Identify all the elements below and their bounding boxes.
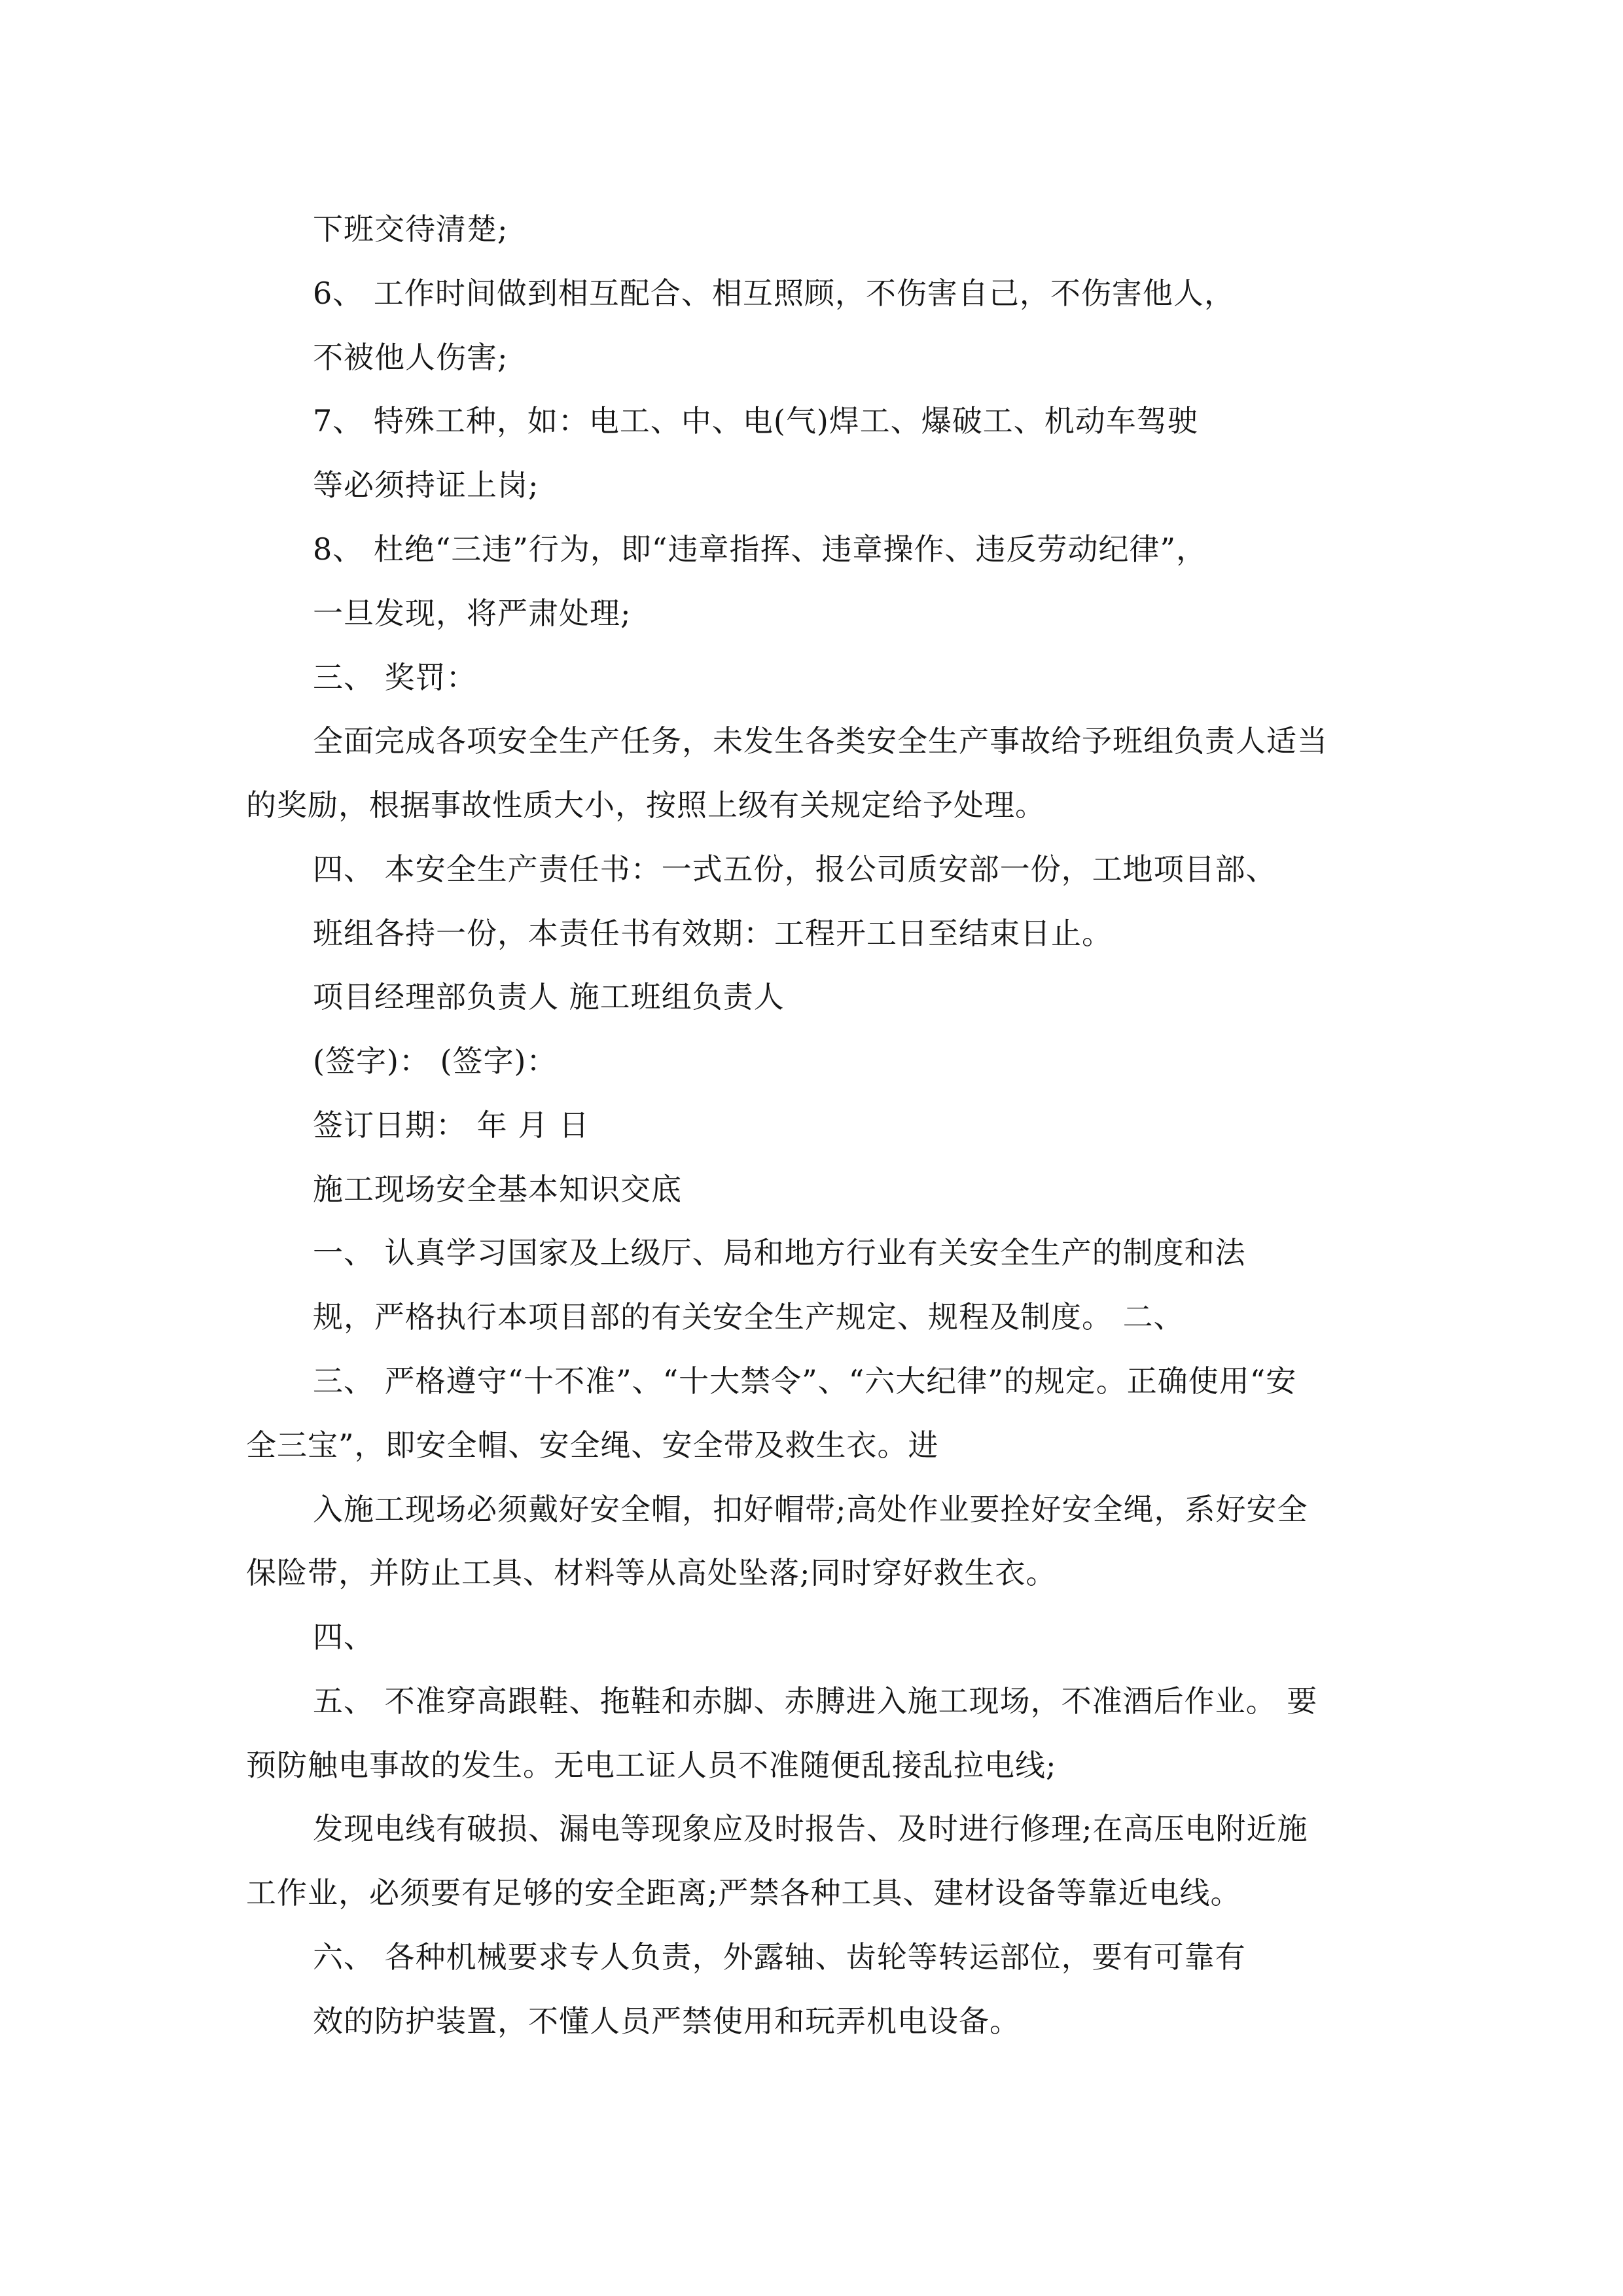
text-line: 效的防护装置，不懂人员严禁使用和玩弄机电设备。 — [313, 2003, 1020, 2039]
text-line: 四、 本安全生产责任书：一式五份，报公司质安部一份，工地项目部、 — [313, 852, 1277, 887]
text-line: 班组各持一份，本责任书有效期：工程开工日至结束日止。 — [313, 916, 1113, 951]
text-line: 不被他人伤害; — [313, 340, 508, 375]
text-line: 四、 — [313, 1619, 374, 1655]
text-line: 入施工现场必须戴好安全帽，扣好帽带;高处作业要拴好安全绳，系好安全 — [313, 1492, 1308, 1527]
text-line: 全三宝”，即安全帽、安全绳、安全带及救生衣。进 — [246, 1427, 939, 1463]
text-line: 7、 特殊工种，如：电工、中、电(气)焊工、爆破工、机动车驾驶 — [313, 403, 1198, 439]
text-line: 6、 工作时间做到相互配合、相互照顾，不伤害自己，不伤害他人， — [313, 276, 1235, 311]
text-line: (签字)： (签字)： — [313, 1043, 558, 1079]
text-line: 的奖励，根据事故性质大小，按照上级有关规定给予处理。 — [246, 787, 1046, 823]
text-line: 六、 各种机械要求专人负责，外露轴、齿轮等转运部位，要有可靠有 — [313, 1939, 1246, 1975]
text-line: 项目经理部负责人 施工班组负责人 — [313, 979, 785, 1014]
text-line: 施工现场安全基本知识交底 — [313, 1172, 682, 1207]
text-line: 全面完成各项安全生产任务，未发生各类安全生产事故给予班组负责人适当 — [313, 723, 1328, 759]
text-line: 五、 不准穿高跟鞋、拖鞋和赤脚、赤膊进入施工现场，不准酒后作业。 要 — [313, 1683, 1318, 1719]
text-line: 下班交待清楚; — [313, 211, 508, 247]
text-line: 工作业，必须要有足够的安全距离;严禁各种工具、建材设备等靠近电线。 — [246, 1875, 1241, 1910]
text-line: 发现电线有破损、漏电等现象应及时报告、及时进行修理;在高压电附近施 — [313, 1811, 1308, 1846]
text-line: 8、 杜绝“三违”行为，即“违章指挥、违章操作、违反劳动纪律”， — [313, 531, 1207, 567]
text-line: 三、 奖罚： — [313, 660, 477, 695]
text-line: 一旦发现，将严肃处理; — [313, 596, 632, 631]
text-line: 三、 严格遵守“十不准”、“十大禁令”、“六大纪律”的规定。正确使用“安 — [313, 1363, 1297, 1399]
text-line: 预防触电事故的发生。无电工证人员不准随便乱接乱拉电线; — [246, 1748, 1057, 1783]
text-line: 一、 认真学习国家及上级厅、局和地方行业有关安全生产的制度和法 — [313, 1235, 1246, 1270]
text-line: 保险带，并防止工具、材料等从高处坠落;同时穿好救生衣。 — [246, 1555, 1057, 1590]
text-line: 规，严格执行本项目部的有关安全生产规定、规程及制度。 二、 — [313, 1299, 1185, 1335]
text-line: 等必须持证上岗; — [313, 467, 539, 503]
text-line: 签订日期： 年 月 日 — [313, 1107, 590, 1143]
